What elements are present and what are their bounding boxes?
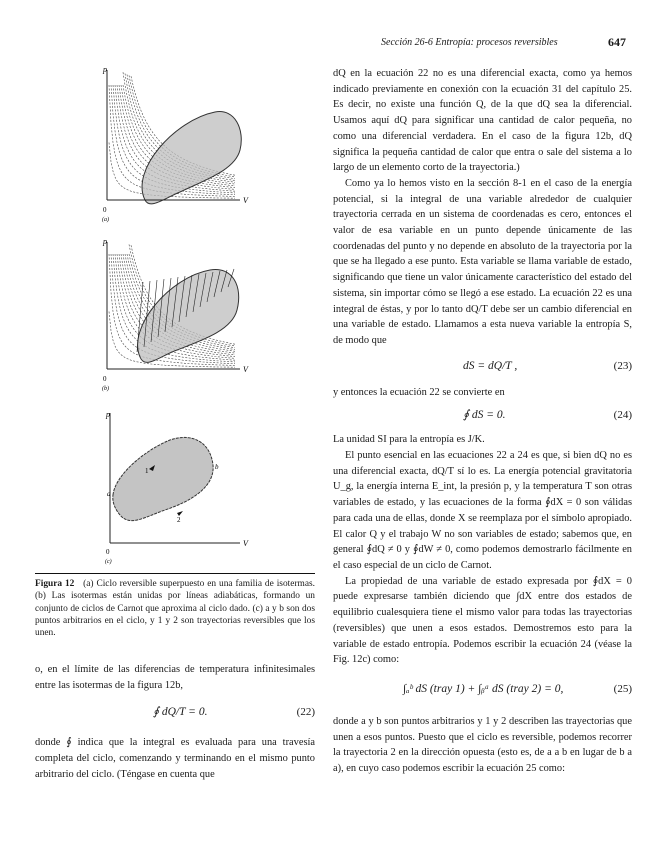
figure-caption	[35, 578, 315, 639]
equation-23-body: dS = dQ/T ,	[463, 359, 518, 372]
right-column	[333, 66, 632, 777]
p-axis-label: p	[103, 65, 107, 74]
panel-tag: (b)	[102, 386, 109, 392]
origin-label: 0	[103, 375, 107, 383]
equation-24-body: ∮ dS = 0.	[463, 409, 506, 422]
equation-number: (25)	[613, 682, 632, 695]
figure-12c-paths	[85, 405, 255, 565]
path-2-label: 2	[177, 516, 181, 524]
panel-tag: (c)	[105, 559, 112, 565]
equation-number: (24)	[613, 409, 632, 422]
v-axis-label: V	[243, 365, 248, 374]
equation-22	[35, 693, 315, 735]
paragraph: El punto esencial en las ecuaciones 22 a 24 es que, si bien dQ no es una diferencial exacta, dQ/T sí lo es. La energía potencial gravitatoria U_g, la energía interna E_int, la presión p, y la temperatura T son otras variables de estado, y las ecuaciones de la forma ∮dX = 0 son válidas para cada una de ellas, donde X se reemplaza por el símbolo apropiado. El calor Q y el trabajo W no son variables de estado; sabemos que, en general ∮dQ ≠ 0 y ∮dW ≠ 0, como podemos demostrarlo fácilmente en el caso especial de un ciclo de Carnot.	[333, 450, 632, 571]
figure-12a-isotherms	[85, 60, 255, 250]
caption-label: Figura 12	[35, 579, 75, 589]
equation-23	[333, 349, 632, 385]
paragraph: donde ∮ indica que la integral es evaluada para una travesía completa del ciclo, comenzando y terminando en el mismo punto arbitrario del ciclo. (Téngase en cuenta que	[35, 737, 315, 780]
left-column	[35, 662, 315, 783]
paragraph: Como ya lo hemos visto en la sección 8-1 en el caso de la energía potencial, si la integral de una variable alrededor de cualquier trayectoria cerrada en un sistema de coordenadas es cero, entonces el valor de esa variable en un punto depende únicamente de las coordenadas del punto y no depende en absoluto de la trayectoria por la que se ha llegado a ese punto. Esta variable se llama variable de estado, significando que tiene un valor únicamente característico del estado del sistema, sin importar cómo se llegó a ese estado. La ecuación 22 es una integral de éstas, y por lo tanto dQ/T debe ser un cambio diferencial en una variable de estado. Llamamos a esta nueva variable la entropía S, de modo que	[333, 177, 632, 346]
caption-text: (a) Ciclo reversible superpuesto en una familia de isotermas. (b) Las isotermas están unidas por líneas adiabáticas, formando un conjunto de ciclos de Carnot que aproxima al ciclo dado. (c) a y b son dos puntos arbitrarios en el ciclo, y 1 y 2 son trayectorias reversibles que los unen.	[35, 579, 315, 639]
figure-12b-carnot-cycles	[85, 232, 255, 402]
page-number: 647	[608, 35, 626, 49]
equation-24	[333, 400, 632, 432]
equation-number: (22)	[296, 706, 315, 719]
paragraph: y entonces la ecuación 22 se convierte en	[333, 386, 505, 398]
equation-25	[333, 668, 632, 714]
p-axis-label: p	[106, 410, 110, 419]
paragraph: La propiedad de una variable de estado expresada por ∮dX = 0 puede expresarse también diciendo que ∫dX entre dos estados de equilibrio cualesquiera tiene el mismo valor para todas las trayectorias (reversibles) que unen a esos estados. Demostremos esto para la variable de estado entropía. Podemos escribir la ecuación 24 (véase la Fig. 12c) como:	[333, 575, 632, 666]
equation-25-body: ∫ₐᵇ dS (tray 1) + ∫ᵦᵃ dS (tray 2) = 0,	[403, 682, 564, 695]
running-header: Sección 26-6 Entropía: procesos reversibles	[381, 37, 558, 48]
v-axis-label: V	[243, 196, 248, 205]
paragraph: La unidad SI para la entropía es J/K.	[333, 434, 485, 446]
panel-tag: (a)	[102, 217, 109, 223]
point-b-label: b	[215, 463, 219, 471]
caption-rule	[35, 573, 315, 574]
point-a-label: a	[107, 490, 111, 498]
paragraph: donde a y b son puntos arbitrarios y 1 y 2 describen las trayectorias que unen a esos puntos. Puesto que el ciclo es reversible, podemos recorrer la trayectoria 2 en la dirección opuesta (esto es, de a a b en lugar de b a a), en cuyo caso podemos escribir la ecuación 25 como:	[333, 715, 632, 775]
origin-label: 0	[103, 206, 107, 214]
cycle-shape	[113, 437, 213, 520]
path-1-label: 1	[145, 467, 149, 475]
equation-22-body: ∮ dQ/T = 0.	[153, 706, 208, 719]
origin-label: 0	[106, 548, 110, 556]
p-axis-label: p	[103, 237, 107, 246]
equation-number: (23)	[613, 359, 632, 372]
paragraph: dQ en la ecuación 22 no es una diferencial exacta, como ya hemos indicado previamente en conexión con la ecuación 31 del capítulo 25. Es decir, no existe una función Q, de la que dQ sea la diferencial. Usamos aquí dQ para significar una cantidad de calor pequeña, no como una diferencial verdadera. En el caso de la figura 12b, dQ significa la pequeña cantidad de calor que entra o sale del sistema a lo largo de un elemento corto de la trayectoria.)	[333, 68, 632, 174]
v-axis-label: V	[243, 539, 248, 548]
paragraph: o, en el límite de las diferencias de temperatura infinitesimales entre las isotermas de la figura 12b,	[35, 664, 315, 691]
reversible-cycle	[142, 112, 241, 204]
